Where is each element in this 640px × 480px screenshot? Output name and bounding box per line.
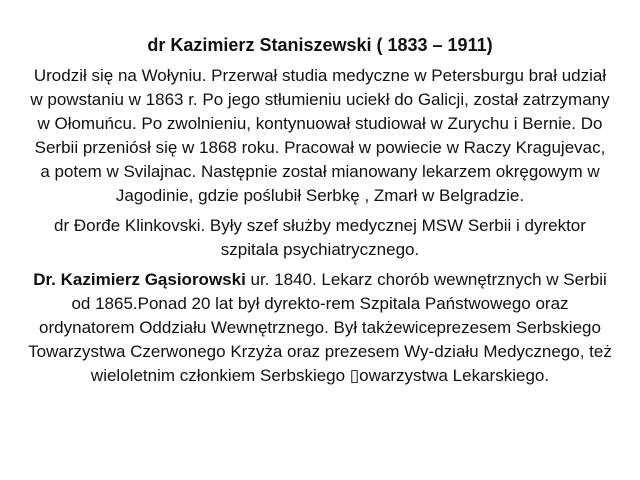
gasiorowski-text: ur. 1840. Lekarz chorób wewnętrznych w Serbii od 1865.Ponad 20 lat był dyrekto-rem Szpitala Państwowego oraz ordynatorem Oddziału Wewnętrznego. Był takżewiceprezesem Serbskiego Towarzystwa Czerwonego Krzyża oraz prezesem Wy-działu Medycznego, też wieloletnim członkiem Serbskiego ▯owarzystwa Lekarskiego. — [28, 270, 612, 385]
gasiorowski-name: Dr. Kazimierz Gąsiorowski — [33, 270, 246, 289]
paragraph-gasiorowski — [28, 268, 612, 388]
slide-heading: dr Kazimierz Staniszewski ( 1833 – 1911) — [147, 35, 493, 55]
paragraph-klinkovski: dr Đorđe Klinkovski. Były szef służby medycznej MSW Serbii i dyrektor szpitala psychiatrycznego. — [54, 216, 586, 259]
paragraph-staniszewski: Urodził się na Wołyniu. Przerwał studia medyczne w Petersburgu brał udział w powstaniu w 1863 r. Po jego stłumieniu uciekł do Galicji, został zatrzymany w Ołomuńcu. Po zwolnieniu, kontynuował studiował w Zurychu i Bernie. Do Serbii przeniósł się w 1868 roku. Pracował w powiecie w Raczy Kragujevac, a potem w Svilajnac. Następnie został mianowany lekarzem okręgowym w Jagodinie, gdzie poślubił Serbkę , Zmarł w Belgradzie. — [30, 66, 610, 205]
